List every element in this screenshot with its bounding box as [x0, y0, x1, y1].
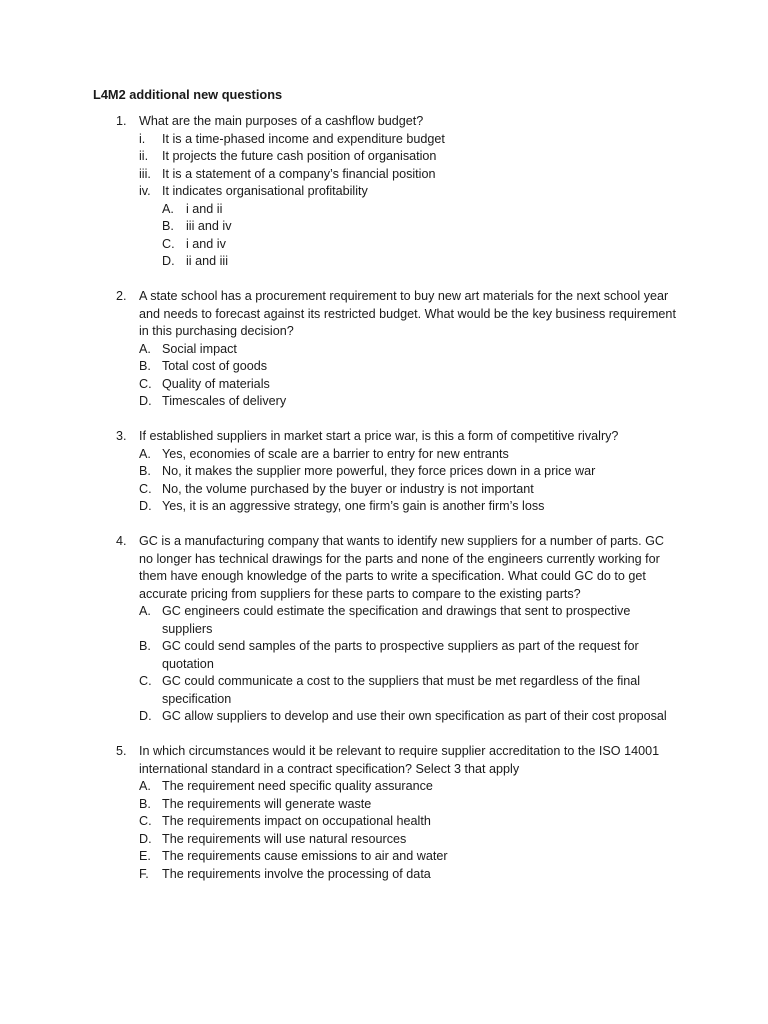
- option-marker: F.: [139, 866, 149, 881]
- option-item: [0, 796, 677, 814]
- statement-item: [0, 166, 768, 184]
- option-text: Social impact: [162, 341, 237, 356]
- statement-marker: i.: [139, 131, 146, 146]
- statement-item: [0, 148, 768, 166]
- question-list: [0, 113, 768, 901]
- option-text: Quality of materials: [162, 376, 270, 391]
- option-item: [0, 603, 677, 638]
- option-marker: D.: [139, 394, 152, 408]
- option-marker: B.: [139, 639, 151, 653]
- option-list: [0, 201, 768, 271]
- question-number: 1.: [116, 114, 127, 128]
- document-title: L4M2 additional new questions: [93, 87, 283, 102]
- question-text: If established suppliers in market start a price war, is this a form of competitive rivalry?: [139, 429, 619, 443]
- option-text: Timescales of delivery: [162, 394, 287, 408]
- option-marker: A.: [139, 604, 151, 618]
- option-text: No, it makes the supplier more powerful, they force prices down in a price war: [162, 464, 596, 478]
- option-text: ii and iii: [186, 254, 228, 268]
- question-stem: [0, 288, 679, 341]
- statement-list: [0, 131, 768, 201]
- question-stem: [0, 533, 679, 603]
- statement-text: It indicates organisational profitability: [162, 184, 368, 198]
- option-text: The requirements will generate waste: [162, 796, 372, 811]
- statement-text: It is a statement of a company’s financial position: [162, 166, 436, 181]
- option-text: The requirement need specific quality assurance: [162, 779, 433, 793]
- option-item: [0, 253, 701, 271]
- statement-marker: iv.: [139, 184, 151, 198]
- option-text: Yes, it is an aggressive strategy, one firm’s gain is another firm’s loss: [162, 499, 545, 513]
- option-marker: B.: [139, 796, 151, 811]
- option-marker: A.: [139, 446, 151, 461]
- statement-item: [0, 131, 768, 149]
- option-item: [0, 848, 677, 866]
- option-text: iii and iv: [186, 219, 232, 233]
- option-item: [0, 673, 677, 708]
- option-item: [0, 498, 677, 516]
- option-marker: D.: [139, 499, 152, 513]
- option-text: The requirements will use natural resources: [162, 831, 407, 846]
- option-marker: B.: [139, 464, 151, 478]
- question-4: [0, 533, 768, 726]
- option-text: The requirements involve the processing of data: [162, 866, 431, 881]
- option-item: [0, 236, 701, 254]
- option-item: [0, 813, 677, 831]
- question-5: [0, 743, 768, 883]
- statement-text: It projects the future cash position of organisation: [162, 149, 437, 163]
- option-item: [0, 446, 677, 464]
- option-marker: D.: [162, 254, 175, 268]
- question-2: [0, 288, 768, 411]
- option-item: [0, 831, 677, 849]
- option-text: The requirements impact on occupational health: [162, 814, 431, 828]
- statement-marker: iii.: [139, 166, 151, 181]
- option-item: [0, 376, 677, 394]
- question-number: 3.: [116, 429, 127, 443]
- option-marker: B.: [139, 359, 151, 373]
- option-item: [0, 463, 677, 481]
- option-text: No, the volume purchased by the buyer or industry is not important: [162, 481, 534, 496]
- question-stem: [0, 113, 679, 131]
- option-marker: E.: [139, 849, 151, 863]
- statement-marker: ii.: [139, 149, 149, 163]
- option-item: [0, 218, 701, 236]
- option-item: [0, 341, 677, 359]
- question-text: GC is a manufacturing company that wants to identify new suppliers for a number of parts. GC no longer has technical drawings for the parts and none of the engineers currently working for them have enough knowledge of the parts to write a specification. What could GC do to get accurate pricing from suppliers for these parts to compare to the existing parts?: [139, 534, 664, 601]
- option-item: [0, 778, 677, 796]
- statement-item: [0, 183, 768, 201]
- option-text: Yes, economies of scale are a barrier to entry for new entrants: [162, 446, 509, 461]
- option-marker: C.: [139, 481, 152, 496]
- option-item: [0, 481, 677, 499]
- option-marker: C.: [139, 814, 152, 828]
- option-list: [0, 446, 768, 516]
- option-item: [0, 201, 701, 219]
- option-marker: D.: [139, 709, 152, 723]
- question-number: 5.: [116, 744, 127, 758]
- option-text: i and iv: [186, 236, 226, 251]
- option-text: GC allow suppliers to develop and use their own specification as part of their cost proposal: [162, 709, 667, 723]
- option-marker: A.: [139, 779, 151, 793]
- option-marker: D.: [139, 831, 152, 846]
- question-stem: [0, 743, 679, 778]
- option-list: [0, 341, 768, 411]
- option-item: [0, 638, 677, 673]
- option-text: i and ii: [186, 201, 223, 216]
- option-text: The requirements cause emissions to air and water: [162, 849, 448, 863]
- option-marker: B.: [162, 219, 174, 233]
- option-item: [0, 866, 677, 884]
- option-text: GC could communicate a cost to the suppliers that must be met regardless of the final specification: [162, 674, 641, 706]
- question-text: In which circumstances would it be relevant to require supplier accreditation to the ISO 14001 international standard in a contract specification? Select 3 that apply: [139, 744, 660, 776]
- option-marker: A.: [162, 201, 174, 216]
- option-marker: C.: [162, 236, 175, 251]
- question-stem: [0, 428, 679, 446]
- question-text: What are the main purposes of a cashflow budget?: [139, 114, 424, 128]
- question-number: 4.: [116, 534, 127, 548]
- question-number: 2.: [116, 289, 127, 303]
- question-text: A state school has a procurement requirement to buy new art materials for the next school year and needs to forecast against its restricted budget. What would be the key business requirement in this purchasing decision?: [139, 289, 676, 338]
- option-marker: C.: [139, 674, 152, 688]
- question-3: [0, 428, 768, 516]
- question-1: [0, 113, 768, 271]
- option-marker: C.: [139, 376, 152, 391]
- option-list: [0, 603, 768, 726]
- option-list: [0, 778, 768, 883]
- statement-text: It is a time-phased income and expenditure budget: [162, 131, 445, 146]
- option-item: [0, 708, 677, 726]
- option-text: Total cost of goods: [162, 359, 268, 373]
- option-marker: A.: [139, 341, 151, 356]
- option-item: [0, 393, 677, 411]
- option-text: GC could send samples of the parts to prospective suppliers as part of the request for quotation: [162, 639, 639, 671]
- option-item: [0, 358, 677, 376]
- option-text: GC engineers could estimate the specification and drawings that sent to prospective suppliers: [162, 604, 631, 636]
